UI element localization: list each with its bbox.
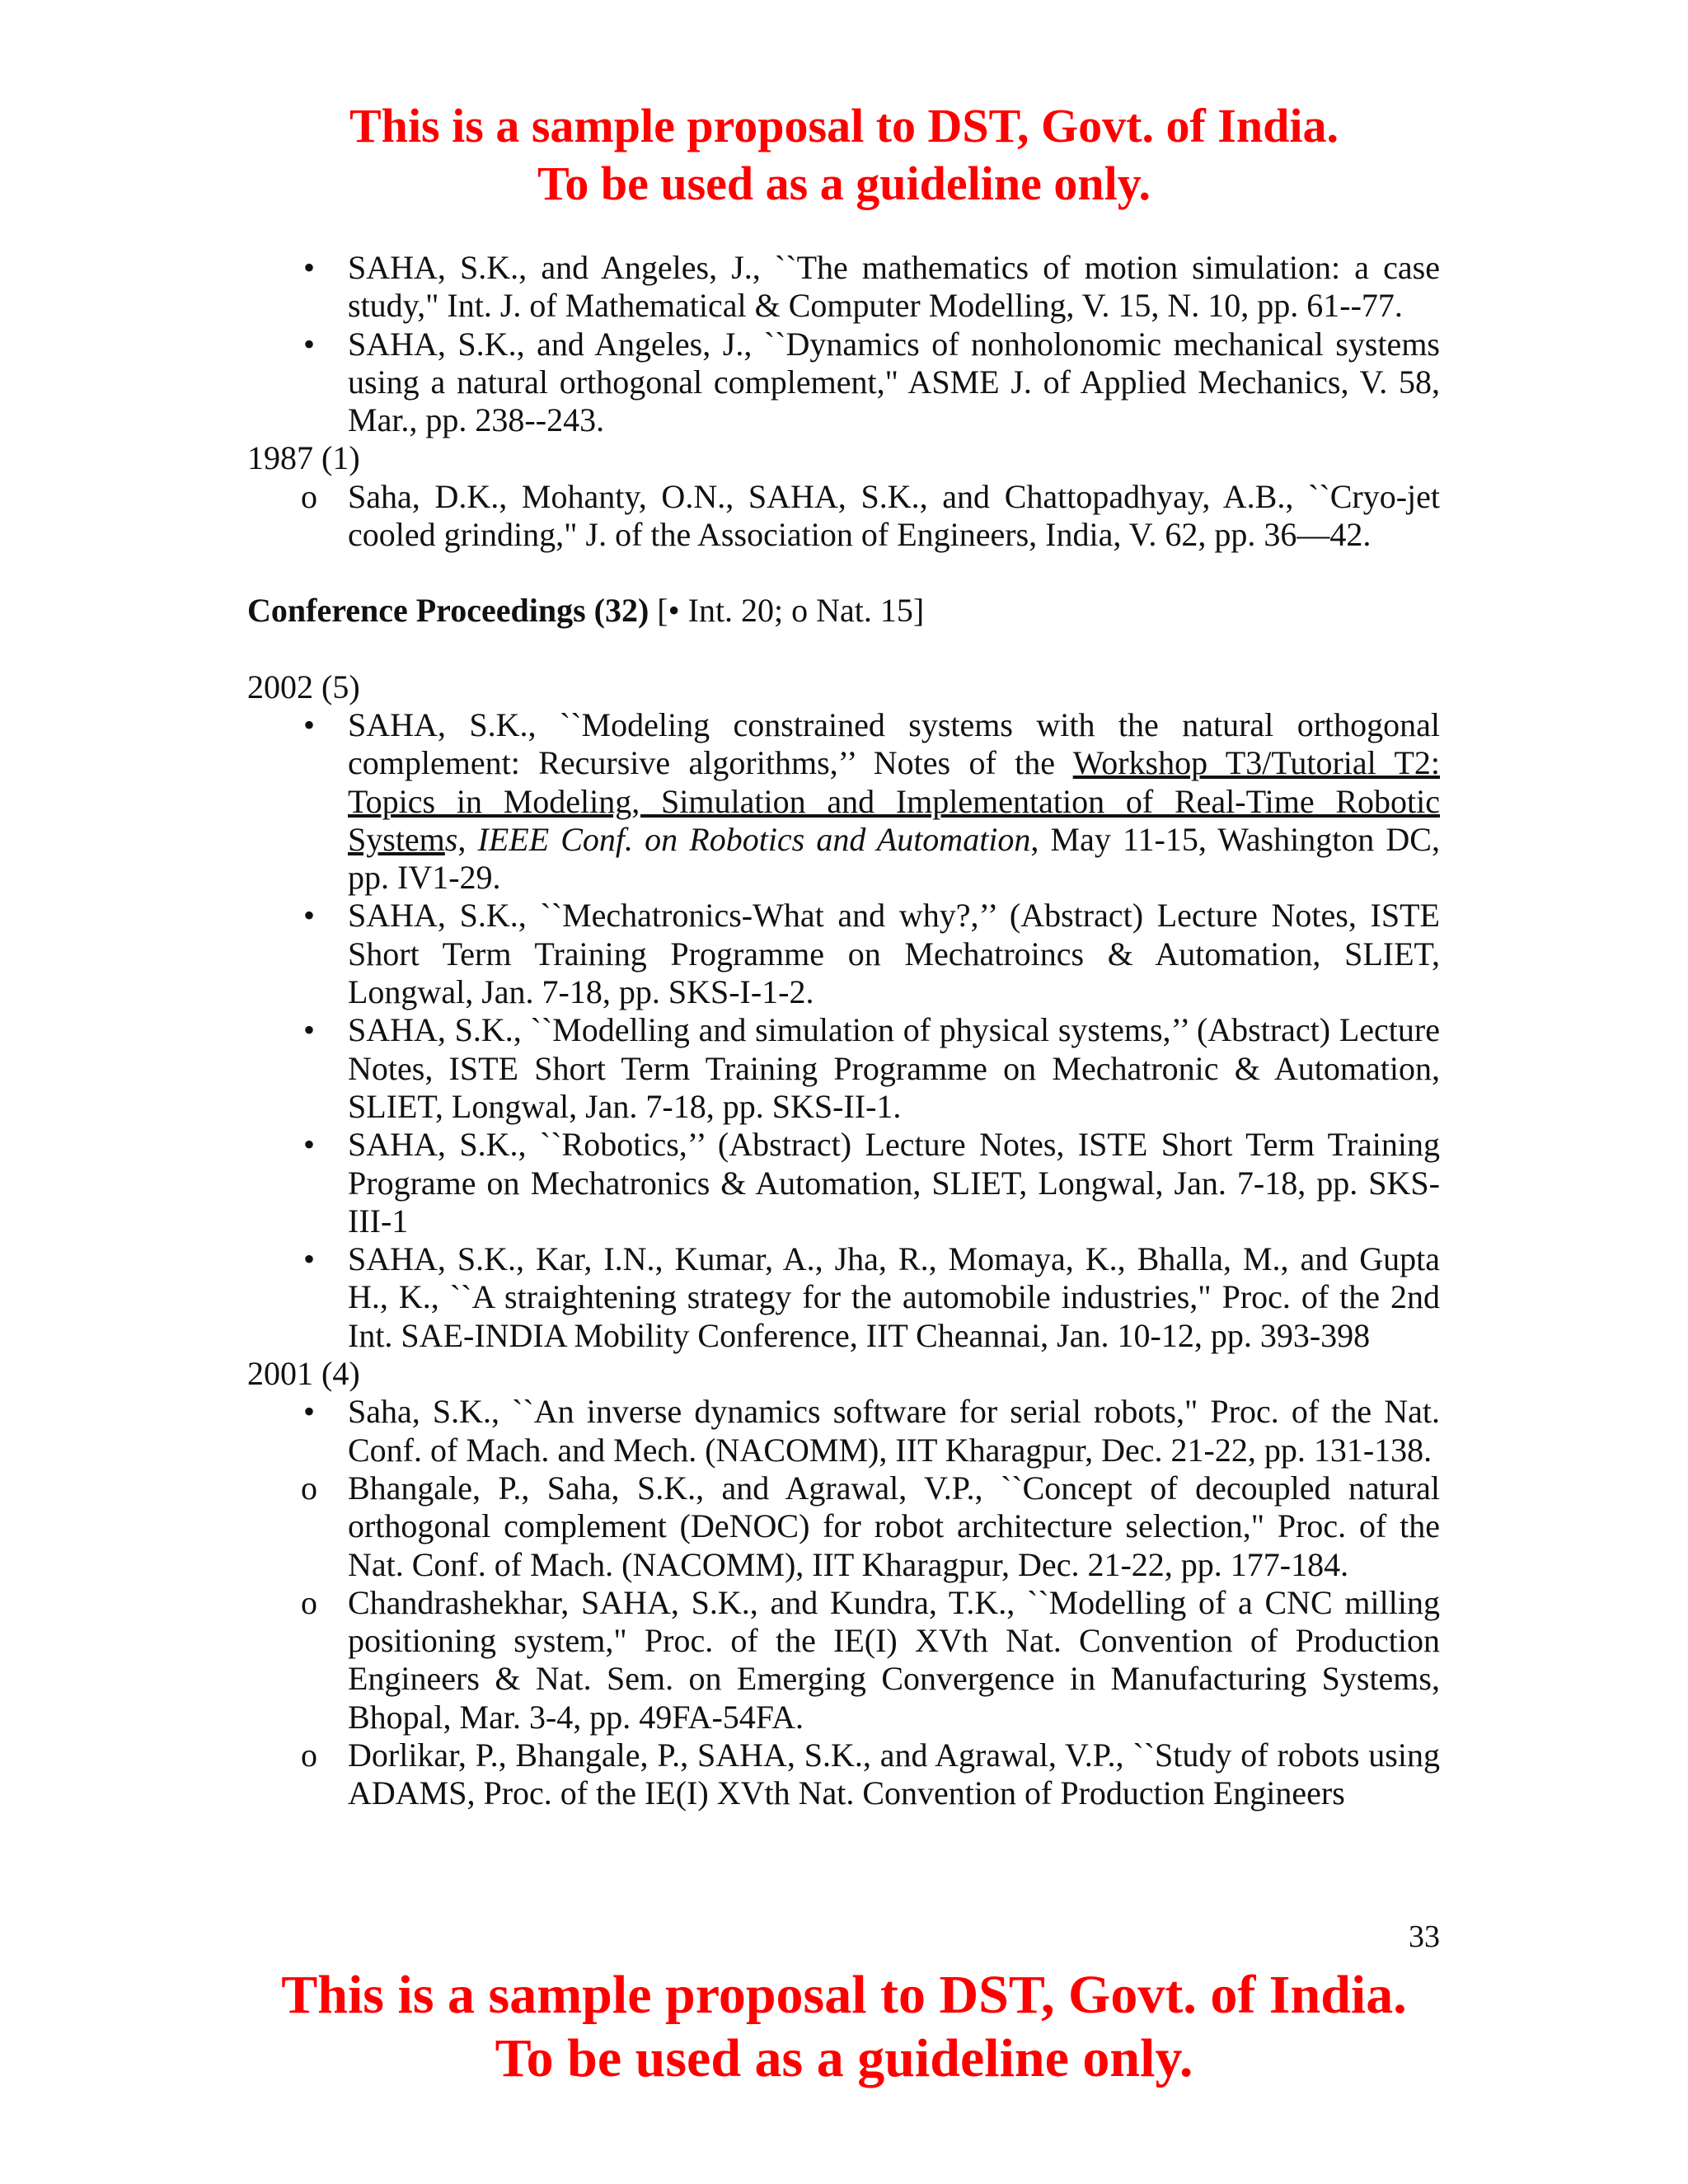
reference-text: Saha, S.K., ``An inverse dynamics software for serial robots," Proc. of the Nat. Conf. of Mach. and Mech. (NACOMM), IIT Kharagpur, Dec. 21-22, pp. 131-138.	[348, 1393, 1440, 1469]
page-content	[247, 249, 1440, 1813]
bullet-icon: •	[302, 1011, 315, 1049]
journal-continued-list	[247, 249, 1440, 439]
circle-bullet-icon: o	[301, 1736, 317, 1774]
reference-text: SAHA, S.K., ``Modelling and simulation of physical systems,’’ (Abstract) Lecture Notes, ISTE Short Term Training Programme on Mechatronic & Automation, SLIET, Longwal, Jan. 7-18, pp. SKS-II-1.	[348, 1011, 1440, 1125]
bullet-icon: •	[302, 1240, 315, 1278]
watermark-banner-bottom	[0, 1963, 1688, 2090]
banner-line-1: This is a sample proposal to DST, Govt. of India.	[349, 99, 1339, 152]
reference-text-post: , May 11-15, Washington DC, pp. IV1-29.	[348, 820, 1440, 897]
circle-bullet-icon: o	[301, 477, 317, 515]
watermark-banner-top	[0, 97, 1688, 213]
banner-line-2: To be used as a guideline only.	[495, 2028, 1193, 2088]
bullet-icon: •	[302, 1126, 315, 1164]
page-number: 33	[1409, 1919, 1440, 1954]
reference-text: SAHA, S.K., Kar, I.N., Kumar, A., Jha, R., Momaya, K., Bhalla, M., and Gupta H., K., ``A straightening strategy for the automobile industries," Proc. of the 2nd Int. SAE-INDIA Mobility Conference, IIT Cheannai, Jan. 10-12, pp. 393-398	[348, 1240, 1440, 1354]
list-item	[247, 1393, 1440, 1469]
banner-line-2: To be used as a guideline only.	[537, 157, 1151, 210]
circle-bullet-icon: o	[301, 1469, 317, 1507]
bullet-icon: •	[302, 325, 315, 363]
reference-text: Chandrashekhar, SAHA, S.K., and Kundra, T.K., ``Modelling of a CNC milling positioning system," Proc. of the IE(I) XVth Nat. Convention of Production Engineers & Nat. Sem. on Emerging Convergence in Manufacturing Systems, Bhopal, Mar. 3-4, pp. 49FA-54FA.	[348, 1583, 1440, 1736]
workshop-title: Workshop T3/Tutorial T2: Topics in Modeling, Simulation and Implementation of Real-Time Robotic System	[348, 744, 1440, 858]
reference-text-pre: SAHA, S.K., ``Modeling constrained systems with the natural orthogonal complement: Recursive algorithms,’’ Notes of the	[348, 705, 1440, 782]
circle-bullet-icon: o	[301, 1583, 317, 1621]
reference-text: Dorlikar, P., Bhangale, P., SAHA, S.K., and Agrawal, V.P., ``Study of robots using ADAMS, Proc. of the IE(I) XVth Nat. Convention of Production Engineers	[348, 1736, 1440, 1812]
section-title: Conference Proceedings (32)	[247, 592, 649, 630]
reference-text: Saha, D.K., Mohanty, O.N., SAHA, S.K., and Chattopadhyay, A.B., ``Cryo-jet cooled grinding," J. of the Association of Engineers, India, V. 62, pp. 36—42.	[348, 477, 1440, 554]
list-item	[247, 1240, 1440, 1355]
bullet-icon: •	[302, 1393, 315, 1431]
year-1987-list	[247, 478, 1440, 555]
reference-text: SAHA, S.K., and Angeles, J., ``The mathematics of motion simulation: a case study," Int. J. of Mathematical & Computer Modelling, V. 15, N. 10, pp. 61--77.	[348, 249, 1440, 325]
banner-line-1: This is a sample proposal to DST, Govt. of India.	[281, 1965, 1407, 2025]
bullet-icon: •	[302, 897, 315, 935]
list-item	[247, 478, 1440, 555]
reference-text: Bhangale, P., Saha, S.K., and Agrawal, V.P., ``Concept of decoupled natural orthogonal complement (DeNOC) for robot architecture selection," Proc. of the Nat. Conf. of Mach. (NACOMM), IIT Kharagpur, Dec. 21-22, pp. 177-184.	[348, 1469, 1440, 1583]
list-item	[247, 1011, 1440, 1126]
section-counts: [• Int. 20; o Nat. 15]	[657, 592, 925, 630]
workshop-title-suffix: s	[444, 820, 458, 858]
reference-text: SAHA, S.K., and Angeles, J., ``Dynamics of nonholonomic mechanical systems using a natural orthogonal complement," ASME J. of Applied Mechanics, V. 58, Mar., pp. 238--243.	[348, 325, 1440, 439]
year-heading-1987: 1987 (1)	[247, 439, 360, 477]
list-item	[247, 1126, 1440, 1240]
conference-name: IEEE Conf. on Robotics and Automation	[477, 820, 1031, 858]
bullet-icon: •	[302, 249, 315, 286]
list-item	[247, 249, 1440, 326]
bullet-icon: •	[302, 705, 315, 743]
year-2001-list	[247, 1393, 1440, 1812]
list-item	[247, 706, 1440, 897]
section-heading-conference	[247, 592, 1440, 630]
list-item	[247, 1469, 1440, 1584]
year-2002-list	[247, 706, 1440, 1355]
list-item	[247, 326, 1440, 440]
list-item	[247, 1736, 1440, 1813]
list-item	[247, 897, 1440, 1011]
reference-text: SAHA, S.K., ``Robotics,’’ (Abstract) Lecture Notes, ISTE Short Term Training Programe on Mechatronics & Automation, SLIET, Longwal, Jan. 7-18, pp. SKS-III-1	[348, 1126, 1440, 1240]
reference-comma: ,	[457, 820, 478, 858]
year-heading-2002: 2002 (5)	[247, 668, 360, 705]
reference-text: SAHA, S.K., ``Mechatronics-What and why?,’’ (Abstract) Lecture Notes, ISTE Short Term Training Programme on Mechatroincs & Automation, SLIET, Longwal, Jan. 7-18, pp. SKS-I-1-2.	[348, 897, 1440, 1011]
year-heading-2001: 2001 (4)	[247, 1355, 360, 1393]
list-item	[247, 1584, 1440, 1736]
